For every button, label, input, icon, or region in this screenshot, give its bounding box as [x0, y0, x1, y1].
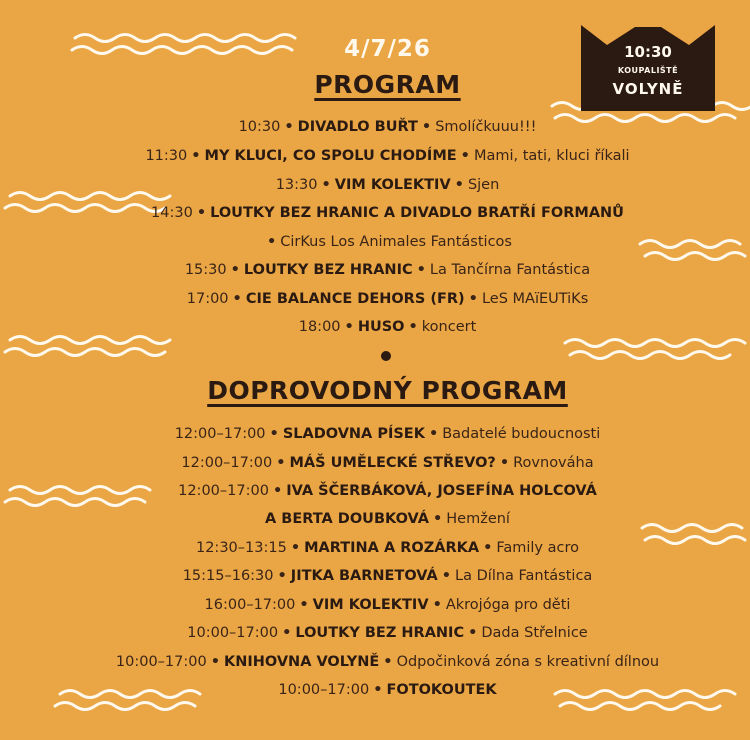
event-date: 4/7/26 — [344, 36, 431, 62]
program-item-continuation: • CirKus Los Animales Fantásticos — [267, 234, 512, 250]
program-item: 15:30 • LOUTKY BEZ HRANIC • La Tančírna Fantástica — [184, 262, 591, 278]
program-item: 17:00 • CIE BALANCE DEHORS (FR) • LeS MAïEUTiKs — [186, 291, 589, 307]
program-item: 14:30 • LOUTKY BEZ HRANIC A DIVADLO BRATŘÍ FORMANŮ — [151, 205, 624, 221]
side-program-item: 10:00–17:00 • LOUTKY BEZ HRANIC • Dada Střelnice — [187, 625, 588, 641]
program-item: 13:30 • VIM KOLEKTIV • Sjen — [275, 177, 500, 193]
logo-name: VOLYNĚ — [612, 80, 684, 98]
side-program-item: 12:00–17:00 • MÁŠ UMĚLECKÉ STŘEVO? • Rovnováha — [181, 455, 594, 471]
side-program-item: 10:00–17:00 • FOTOKOUTEK — [278, 682, 497, 698]
side-program-item: 15:15–16:30 • JITKA BARNETOVÁ • La Dílna Fantástica — [182, 568, 593, 584]
program-item: 11:30 • MY KLUCI, CO SPOLU CHODÍME • Mami, tati, kluci říkali — [145, 148, 630, 164]
side-program-item: 12:30–13:15 • MARTINA A ROZÁRKA • Family acro — [195, 540, 579, 556]
program-title: PROGRAM — [314, 70, 461, 99]
side-program-item-continuation: A BERTA DOUBKOVÁ • Hemžení — [265, 511, 510, 527]
side-program-title: DOPROVODNÝ PROGRAM — [207, 376, 568, 405]
program-item: 10:30 • DIVADLO BUŘT • Smolíčkuuu!!! — [238, 119, 537, 135]
side-program-item: 16:00–17:00 • VIM KOLEKTIV • Akrojóga pro děti — [204, 597, 571, 613]
program-item: 18:00 • HUSO • koncert — [298, 319, 477, 335]
side-program-item: 10:00–17:00 • KNIHOVNA VOLYNĚ • Odpočinková zóna s kreativní dílnou — [115, 654, 660, 670]
logo-place: KOUPALIŠTĚ — [617, 66, 679, 75]
side-program-item: 12:00–17:00 • IVA ŠČERBÁKOVÁ, JOSEFÍNA HOLCOVÁ — [178, 483, 597, 499]
logo-time: 10:30 — [624, 43, 672, 61]
section-divider-dot — [381, 351, 391, 361]
side-program-item: 12:00–17:00 • SLADOVNA PÍSEK • Badatelé budoucnosti — [174, 426, 601, 442]
